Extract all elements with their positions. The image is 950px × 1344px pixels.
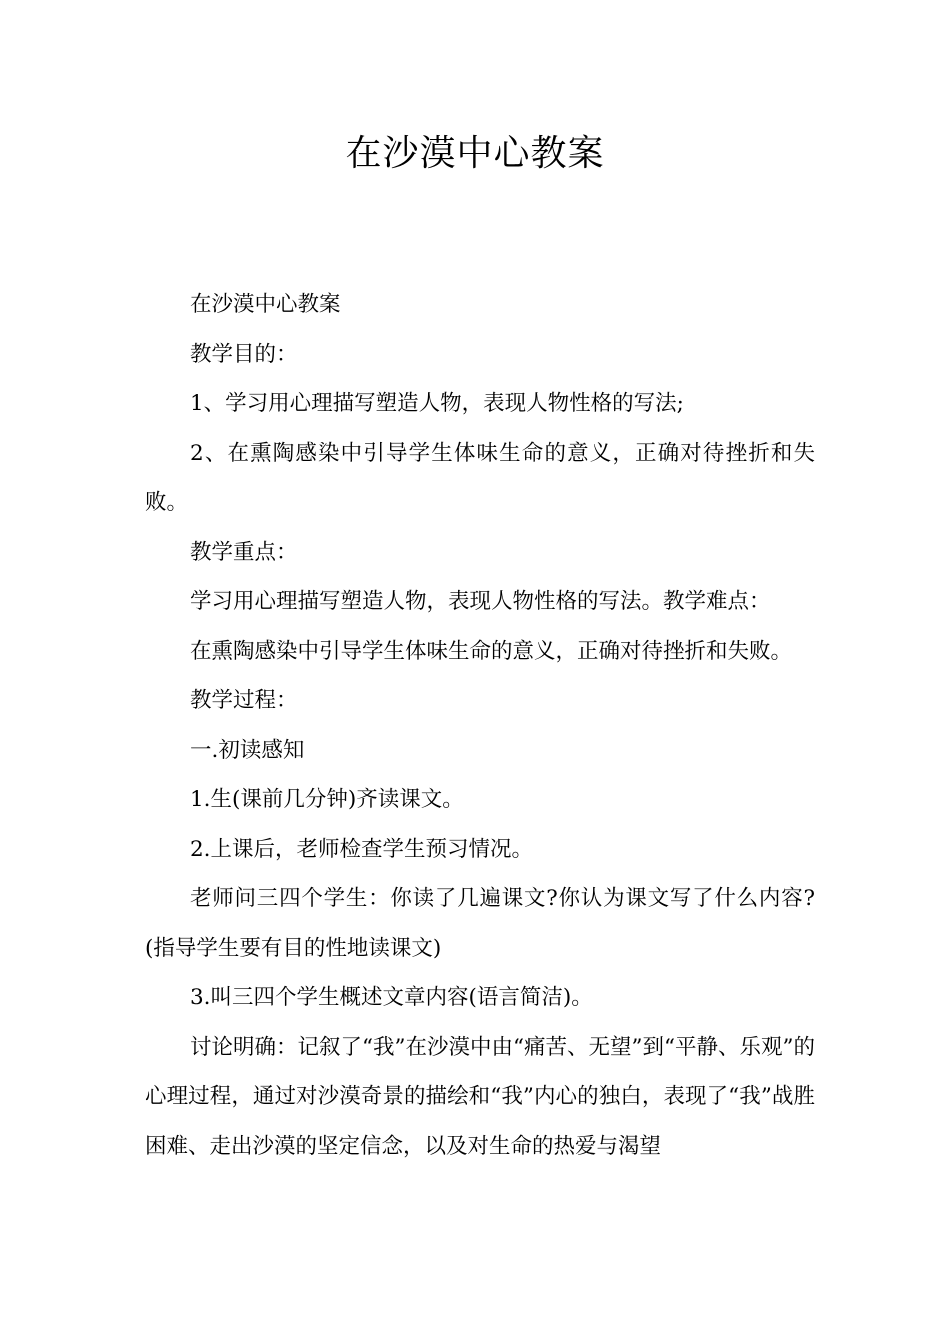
paragraph-difficulty: 在熏陶感染中引导学生体味生命的意义，正确对待挫折和失败。 bbox=[190, 638, 793, 664]
paragraph-key-points-label: 教学重点： bbox=[190, 539, 298, 565]
paragraph-step-2: 2.上课后，老师检查学生预习情况。 bbox=[190, 836, 534, 862]
paragraph-heading: 在沙漠中心教案 bbox=[190, 292, 341, 317]
paragraph-step-1: 1.生(课前几分钟)齐读课文。 bbox=[190, 787, 464, 812]
paragraph-objective-2: 2、在熏陶感染中引导学生体味生命的意义，正确对待挫折和失败。 bbox=[145, 440, 815, 515]
paragraph-section-1: 一.初读感知 bbox=[190, 737, 305, 763]
paragraph-objective-1: 1、学习用心理描写塑造人物，表现人物性格的写法; bbox=[190, 391, 684, 416]
paragraph-discussion: 讨论明确：记叙了“我”在沙漠中由“痛苦、无望”到“平静、乐观”的心理过程，通过对沙漠奇景的描绘和“我”内心的独白，表现了“我”战胜困难、走出沙漠的坚定信念，以及对生命的热爱与渴望 bbox=[145, 1034, 815, 1159]
paragraph-step-3: 3.叫三四个学生概述文章内容(语言简洁)。 bbox=[190, 985, 593, 1010]
document-body bbox=[145, 280, 815, 1171]
paragraph-key-points: 学习用心理描写塑造人物，表现人物性格的写法。教学难点： bbox=[190, 589, 771, 614]
paragraph-teacher-question: 老师问三四个学生：你读了几遍课文?你认为课文写了什么内容?(指导学生要有目的性地读课文) bbox=[145, 886, 815, 961]
paragraph-objectives-label: 教学目的： bbox=[190, 341, 298, 367]
document-title: 在沙漠中心教案 bbox=[345, 133, 605, 174]
paragraph-process-label: 教学过程： bbox=[190, 688, 298, 713]
